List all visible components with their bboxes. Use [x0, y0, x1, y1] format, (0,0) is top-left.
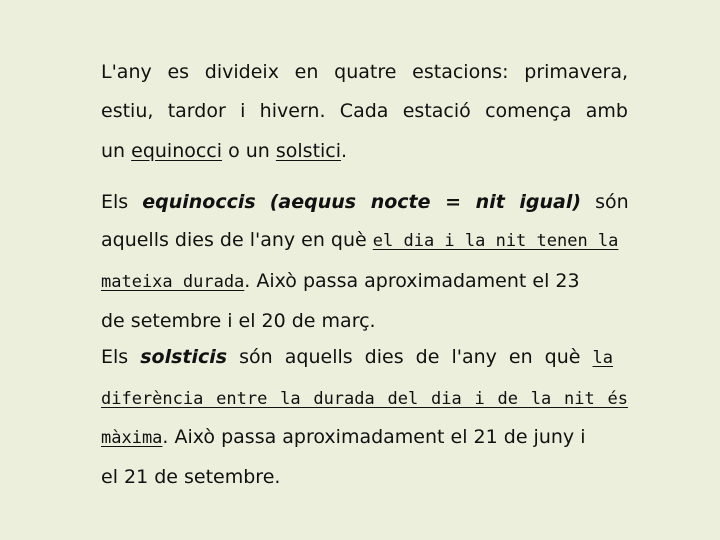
definition-solstici-end: màxima — [101, 428, 163, 448]
latin-etymology: (aequus nocte = nit igual) — [269, 191, 582, 213]
definition-equinocci-cont: mateixa durada — [101, 272, 245, 292]
p3-line-4: el 21 de setembre. — [101, 466, 281, 488]
p1-line-2: estiu, tardor i hivern. Cada estació comença amb — [101, 100, 628, 122]
definition-solstici: la — [592, 348, 613, 368]
definition-solstici-cont: diferència entre la durada del dia i de la nit és — [101, 389, 628, 409]
term-equinocci: equinocci — [131, 140, 223, 162]
p3-line-3 — [101, 425, 628, 450]
p2-line-1 — [101, 190, 628, 214]
p2-line-3 — [101, 269, 628, 294]
p3-line-2 — [101, 386, 628, 411]
p2-text: . Això passa aproximadament el 23 — [244, 270, 580, 292]
p2-line-4: de setembre i el 20 de març. — [101, 310, 376, 332]
definition-equinocci: el dia i la nit tenen la — [372, 231, 619, 251]
p1-text: un — [101, 140, 132, 162]
p1-line-1: L'any es divideix en quatre estacions: primavera, — [101, 61, 628, 83]
p3-text: són aquells dies de l'any en què — [227, 346, 593, 368]
p2-text: aquells dies de l'any en què — [101, 229, 373, 251]
term-solstici: solstici — [275, 140, 342, 162]
p1-line-3 — [101, 139, 628, 163]
term-equinoccis: equinoccis — [142, 191, 256, 213]
p1-text: o un — [222, 140, 276, 162]
p3-text: Els — [101, 346, 141, 368]
p3-line-1 — [101, 345, 628, 370]
p2-text: Els — [101, 191, 143, 213]
p1-text: . — [341, 140, 348, 162]
term-solsticis: solsticis — [140, 346, 228, 368]
p2-line-2 — [101, 228, 628, 253]
p3-text: . Això passa aproximadament el 21 de juny i — [162, 426, 586, 448]
p2-text: són — [581, 191, 629, 213]
